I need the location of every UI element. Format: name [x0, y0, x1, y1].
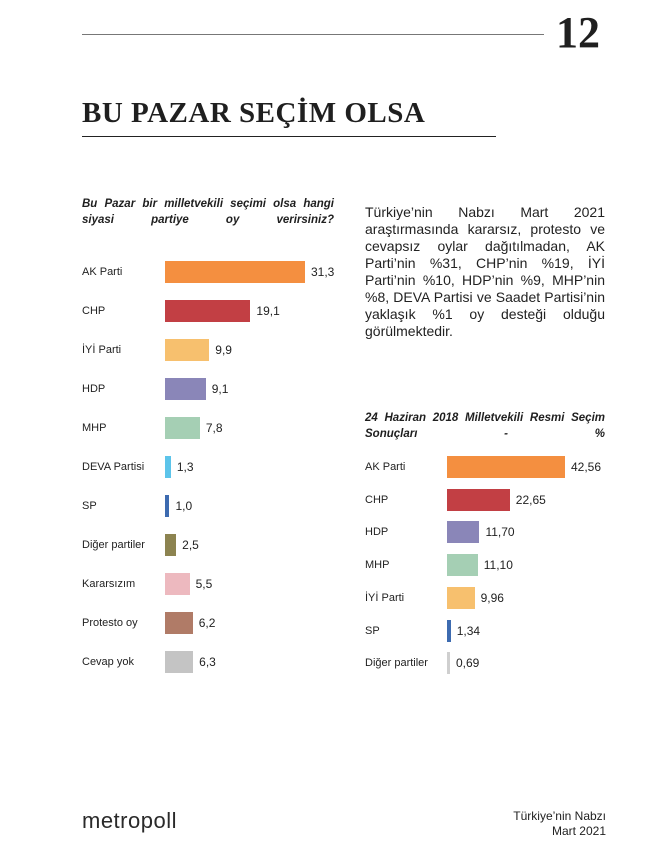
- bar-category-label: Diğer partiler: [82, 539, 145, 551]
- bar: [165, 378, 206, 400]
- bar-category-label: Kararsızım: [82, 578, 136, 590]
- bar-row: [82, 573, 342, 595]
- bar-category-label: AK Parti: [365, 461, 406, 473]
- bar: [165, 456, 171, 478]
- bar: [165, 534, 176, 556]
- bar-row: [82, 534, 342, 556]
- bar-value-label: 2,5: [182, 538, 199, 552]
- page-number: 12: [556, 8, 600, 57]
- bar: [447, 456, 565, 478]
- bar-row: [82, 612, 342, 634]
- bar-value-label: 6,2: [198, 616, 216, 630]
- bar-value-label: 22,65: [515, 492, 546, 507]
- source-footnote: [513, 809, 606, 839]
- bar-category-label: CHP: [82, 305, 106, 317]
- bar-row: [82, 456, 342, 478]
- bar-category-label: Diğer partiler: [365, 657, 428, 670]
- bar-category-label: HDP: [82, 383, 106, 395]
- bar-value-label: 1,0: [175, 499, 193, 513]
- bar-row: [365, 554, 605, 576]
- results-2018-chart-title: 24 Haziran 2018 Milletvekili Resmi Seçim Sonuçları - %: [365, 412, 605, 440]
- bar-value-label: 42,56: [571, 460, 602, 474]
- bar-category-label: HDP: [365, 526, 389, 539]
- bar: [165, 651, 193, 673]
- bar: [447, 620, 451, 642]
- bar-value-label: 1,34: [456, 623, 481, 638]
- bar-row: [365, 587, 605, 609]
- bar: [165, 573, 190, 595]
- bar-row: [82, 300, 342, 322]
- bar-category-label: CHP: [365, 493, 389, 506]
- bar-row: [82, 378, 342, 400]
- bar-row: [82, 339, 342, 361]
- bar-row: [365, 489, 605, 511]
- title-underline: [82, 136, 496, 137]
- bar-value-label: 5,5: [195, 577, 213, 591]
- bar-value-label: 9,1: [211, 382, 229, 396]
- bar-category-label: SP: [82, 500, 97, 512]
- bar-category-label: DEVA Partisi: [82, 461, 145, 473]
- bar-value-label: 1,3: [176, 460, 194, 474]
- bar-row: [82, 495, 342, 517]
- bar-row: [365, 456, 605, 478]
- bar-row: [365, 620, 605, 642]
- bar-category-label: MHP: [365, 559, 390, 572]
- bar: [447, 587, 475, 609]
- top-rule: [82, 34, 544, 35]
- bar-category-label: İYİ Parti: [82, 344, 122, 356]
- bar-value-label: 19,1: [256, 304, 280, 318]
- bar-value-label: 9,9: [215, 343, 232, 357]
- bar: [447, 521, 479, 543]
- bar: [165, 495, 169, 517]
- bar-value-label: 7,8: [205, 421, 223, 435]
- page-title: BU PAZAR SEÇİM OLSA: [82, 97, 426, 129]
- bar-row: [365, 521, 605, 543]
- bar: [447, 652, 450, 674]
- bar-value-label: 31,3: [311, 265, 335, 279]
- bar-category-label: Protesto oy: [82, 617, 138, 629]
- bar-value-label: 6,3: [199, 655, 216, 669]
- bar: [165, 300, 250, 322]
- bar-category-label: MHP: [82, 422, 107, 434]
- bar: [165, 339, 209, 361]
- bar-value-label: 11,70: [485, 525, 515, 540]
- bar: [165, 612, 193, 634]
- bar: [165, 417, 200, 439]
- bar: [447, 489, 510, 511]
- bar-category-label: AK Parti: [82, 266, 123, 278]
- source-line-survey: Türkiye’nin Nabzı: [513, 809, 606, 823]
- source-line-date: Mart 2021: [551, 824, 606, 838]
- bar-category-label: Cevap yok: [82, 656, 134, 668]
- bar: [447, 554, 478, 576]
- summary-text: Türkiye’nin Nabzı Mart 2021 araştırmasında kararsız, protesto ve cevapsız oylar dağıtılmadan, AK Parti’nin %31, CHP’nin %19, İYİ Parti’nin %10, HDP’nin %9, MHP’nin %8, DEVA Partisi ve Saadet Partisi’nin yaklaşık %1 oy desteği olduğu görülmektedir.: [365, 204, 605, 339]
- bar-row: [365, 652, 605, 674]
- bar-row: [82, 417, 342, 439]
- bar-category-label: İYİ Parti: [365, 591, 405, 604]
- bar-row: [82, 651, 342, 673]
- poll-chart-title: Bu Pazar bir milletvekili seçimi olsa hangi siyasi partiye oy verirsiniz?: [82, 198, 334, 226]
- bar-value-label: 9,96: [480, 590, 504, 605]
- metropoll-logo: metropoll: [82, 808, 177, 833]
- bar: [165, 261, 305, 283]
- bar-value-label: 11,10: [483, 558, 513, 573]
- bar-category-label: SP: [365, 624, 380, 637]
- bar-value-label: 0,69: [456, 656, 480, 671]
- bar-row: [82, 261, 342, 283]
